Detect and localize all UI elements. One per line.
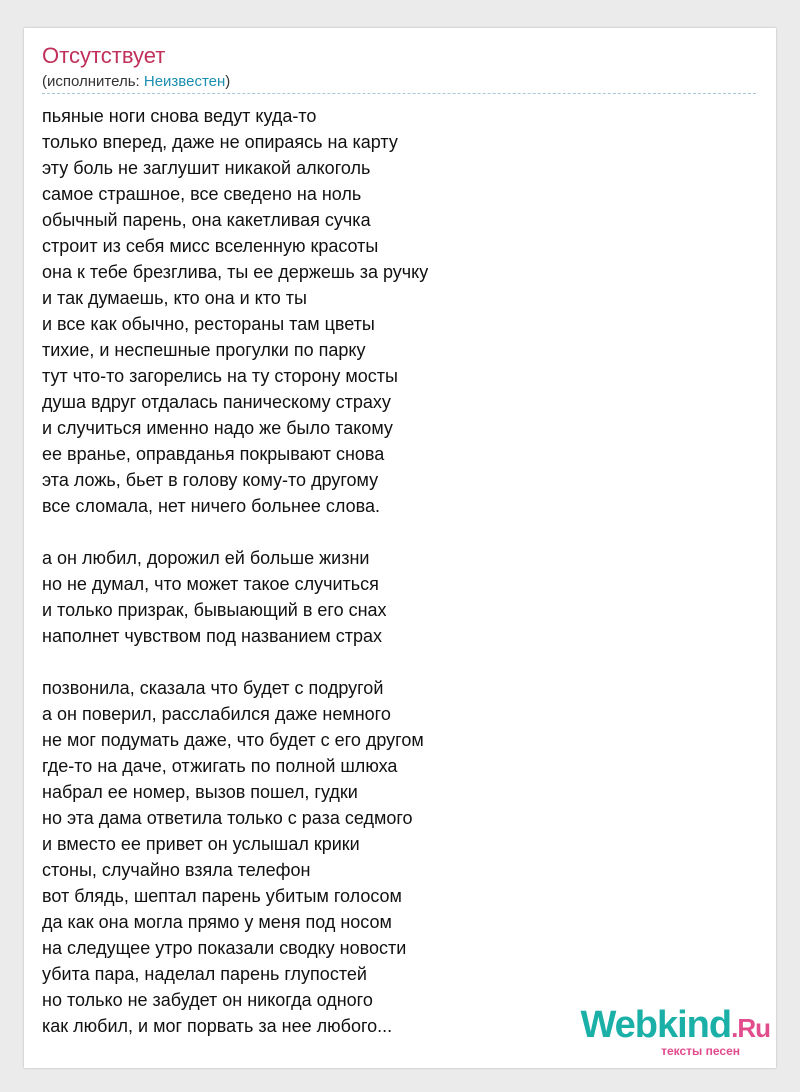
header-divider xyxy=(42,93,756,94)
lyric-line: а он поверил, расслабился даже немного xyxy=(42,704,391,724)
lyric-line: вот блядь, шептал парень убитым голосом xyxy=(42,886,402,906)
stanza-break xyxy=(42,649,758,675)
lyric-line: но эта дама ответила только с раза седмого xyxy=(42,808,413,828)
lyrics-text xyxy=(42,103,758,1039)
lyric-line: она к тебе брезглива, ты ее держешь за ручку xyxy=(42,262,429,282)
lyric-line: не мог подумать даже, что будет с его другом xyxy=(42,730,424,750)
lyric-line: убита пара, наделал парень глупостей xyxy=(42,964,367,984)
logo-name: Webkind xyxy=(580,1004,732,1046)
lyric-line: и так думаешь, кто она и кто ты xyxy=(42,288,307,308)
lyric-line: а он любил, дорожил ей больше жизни xyxy=(42,548,370,568)
lyric-line: но не думал, что может такое случиться xyxy=(42,574,379,594)
lyric-line: и случиться именно надо же было такому xyxy=(42,418,393,438)
lyric-line: только вперед, даже не опираясь на карту xyxy=(42,132,398,152)
artist-prefix: (исполнитель: xyxy=(42,73,144,90)
artist-link[interactable]: Неизвестен xyxy=(143,73,226,90)
lyric-line: эта ложь, бьет в голову кому-то другому xyxy=(42,470,379,490)
lyric-line: обычный парень, она какетливая сучка xyxy=(42,210,371,230)
lyric-line: строит из себя мисс вселенную красоты xyxy=(42,236,379,256)
lyric-line: и все как обычно, рестораны там цветы xyxy=(42,314,375,334)
lyric-line: и только призрак, бывыающий в его снах xyxy=(42,600,387,620)
lyric-line: как любил, и мог порвать за нее любого... xyxy=(42,1016,393,1036)
artist-suffix: ) xyxy=(225,73,231,90)
stanza-break xyxy=(42,519,758,545)
lyric-line: да как она могла прямо у меня под носом xyxy=(42,912,392,932)
logo-tld: .Ru xyxy=(731,1013,770,1043)
lyric-line: на следущее утро показали сводку новости xyxy=(42,938,407,958)
lyric-line: тут что-то загорелись на ту сторону мосты xyxy=(42,366,398,386)
lyric-line: ее вранье, оправданья покрывают снова xyxy=(42,444,385,464)
lyric-line: где-то на даче, отжигать по полной шлюха xyxy=(42,756,398,776)
lyrics-page xyxy=(24,28,776,1068)
song-title: Отсутствует xyxy=(42,43,166,68)
lyric-line: эту боль не заглушит никакой алкоголь xyxy=(42,158,371,178)
lyric-line: все сломала, нет ничего больнее слова. xyxy=(42,496,381,516)
lyric-line: душа вдруг отдалась паническому страху xyxy=(42,392,391,412)
lyric-line: но только не забудет он никогда одного xyxy=(42,990,373,1010)
artist-line xyxy=(42,72,758,92)
lyric-line: и вместо ее привет он услышал крики xyxy=(42,834,360,854)
webkind-logo[interactable] xyxy=(580,1005,770,1058)
lyric-line: позвонила, сказала что будет с подругой xyxy=(42,678,384,698)
lyric-line: наполнет чувством под названием страх xyxy=(42,626,383,646)
song-header xyxy=(42,42,758,92)
lyric-line: набрал ее номер, вызов пошел, гудки xyxy=(42,782,358,802)
lyric-line: стоны, случайно взяла телефон xyxy=(42,860,311,880)
lyric-line: пьяные ноги снова ведут куда-то xyxy=(42,106,317,126)
logo-tagline: тексты песен xyxy=(661,1044,740,1058)
lyric-line: самое страшное, все сведено на ноль xyxy=(42,184,362,204)
lyric-line: тихие, и неспешные прогулки по парку xyxy=(42,340,366,360)
